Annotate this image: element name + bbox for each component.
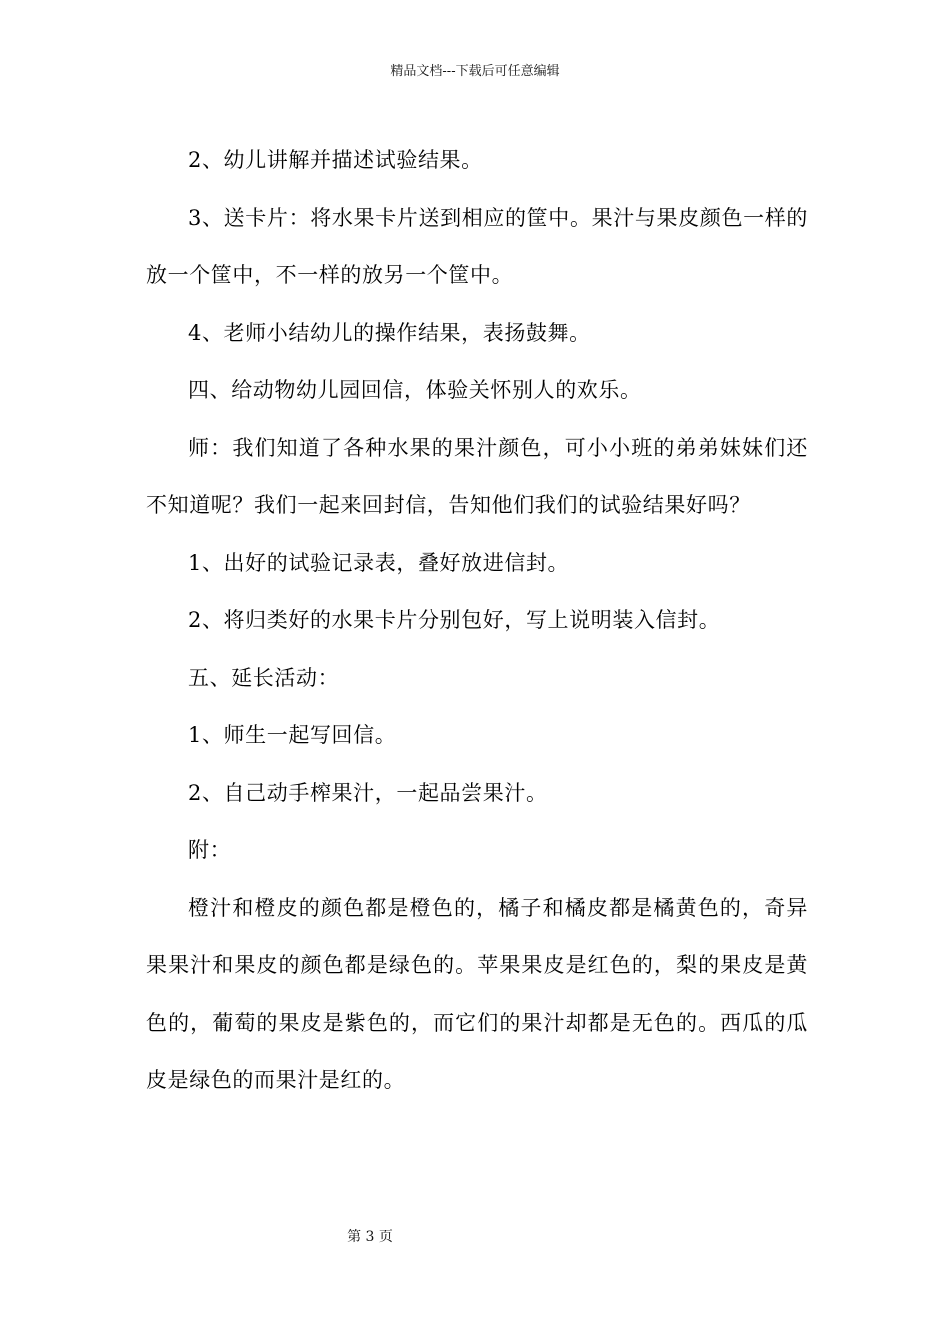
paragraph-extension-1: 1、师生一起写回信。 bbox=[188, 723, 397, 747]
paragraph-section-4-heading: 四、给动物幼儿园回信，体验关怀别人的欢乐。 bbox=[188, 378, 642, 402]
paragraph-letter-step-2: 2、将归类好的水果卡片分别包好，写上说明装入信封。 bbox=[188, 608, 721, 632]
paragraph-section-5-heading: 五、延长活动： bbox=[188, 665, 340, 690]
paragraph-step-3-cards: 3、送卡片：将水果卡片送到相应的筐中。果汁与果皮颜色一样的放一个筐中，不一样的放另一个筐中。 bbox=[146, 205, 808, 287]
document-body bbox=[146, 132, 808, 1110]
paragraph-appendix-body: 橙汁和橙皮的颜色都是橙色的，橘子和橘皮都是橘黄色的，奇异果果汁和果皮的颜色都是绿色的。苹果果皮是红色的，梨的果皮是黄色的，葡萄的果皮是紫色的，而它们的果汁却都是无色的。西瓜的瓜皮是绿色的而果汁是红的。 bbox=[146, 895, 808, 1092]
paragraph-teacher-speech: 师：我们知道了各种水果的果汁颜色，可小小班的弟弟妹妹们还不知道呢？我们一起来回封信，告知他们我们的试验结果好吗？ bbox=[146, 435, 808, 517]
page-header: 精品文档---下载后可任意编辑 bbox=[390, 64, 560, 79]
paragraph-letter-step-1: 1、出好的试验记录表，叠好放进信封。 bbox=[188, 550, 570, 575]
paragraph-step-2-explain: 2、幼儿讲解并描述试验结果。 bbox=[188, 148, 483, 172]
paragraph-step-4-summary: 4、老师小结幼儿的操作结果，表扬鼓舞。 bbox=[188, 320, 591, 345]
paragraph-appendix-heading: 附： bbox=[188, 838, 232, 862]
paragraph-extension-2: 2、自己动手榨果汁，一起品尝果汁。 bbox=[188, 780, 548, 805]
page-number: 第 3 页 bbox=[347, 1229, 393, 1245]
